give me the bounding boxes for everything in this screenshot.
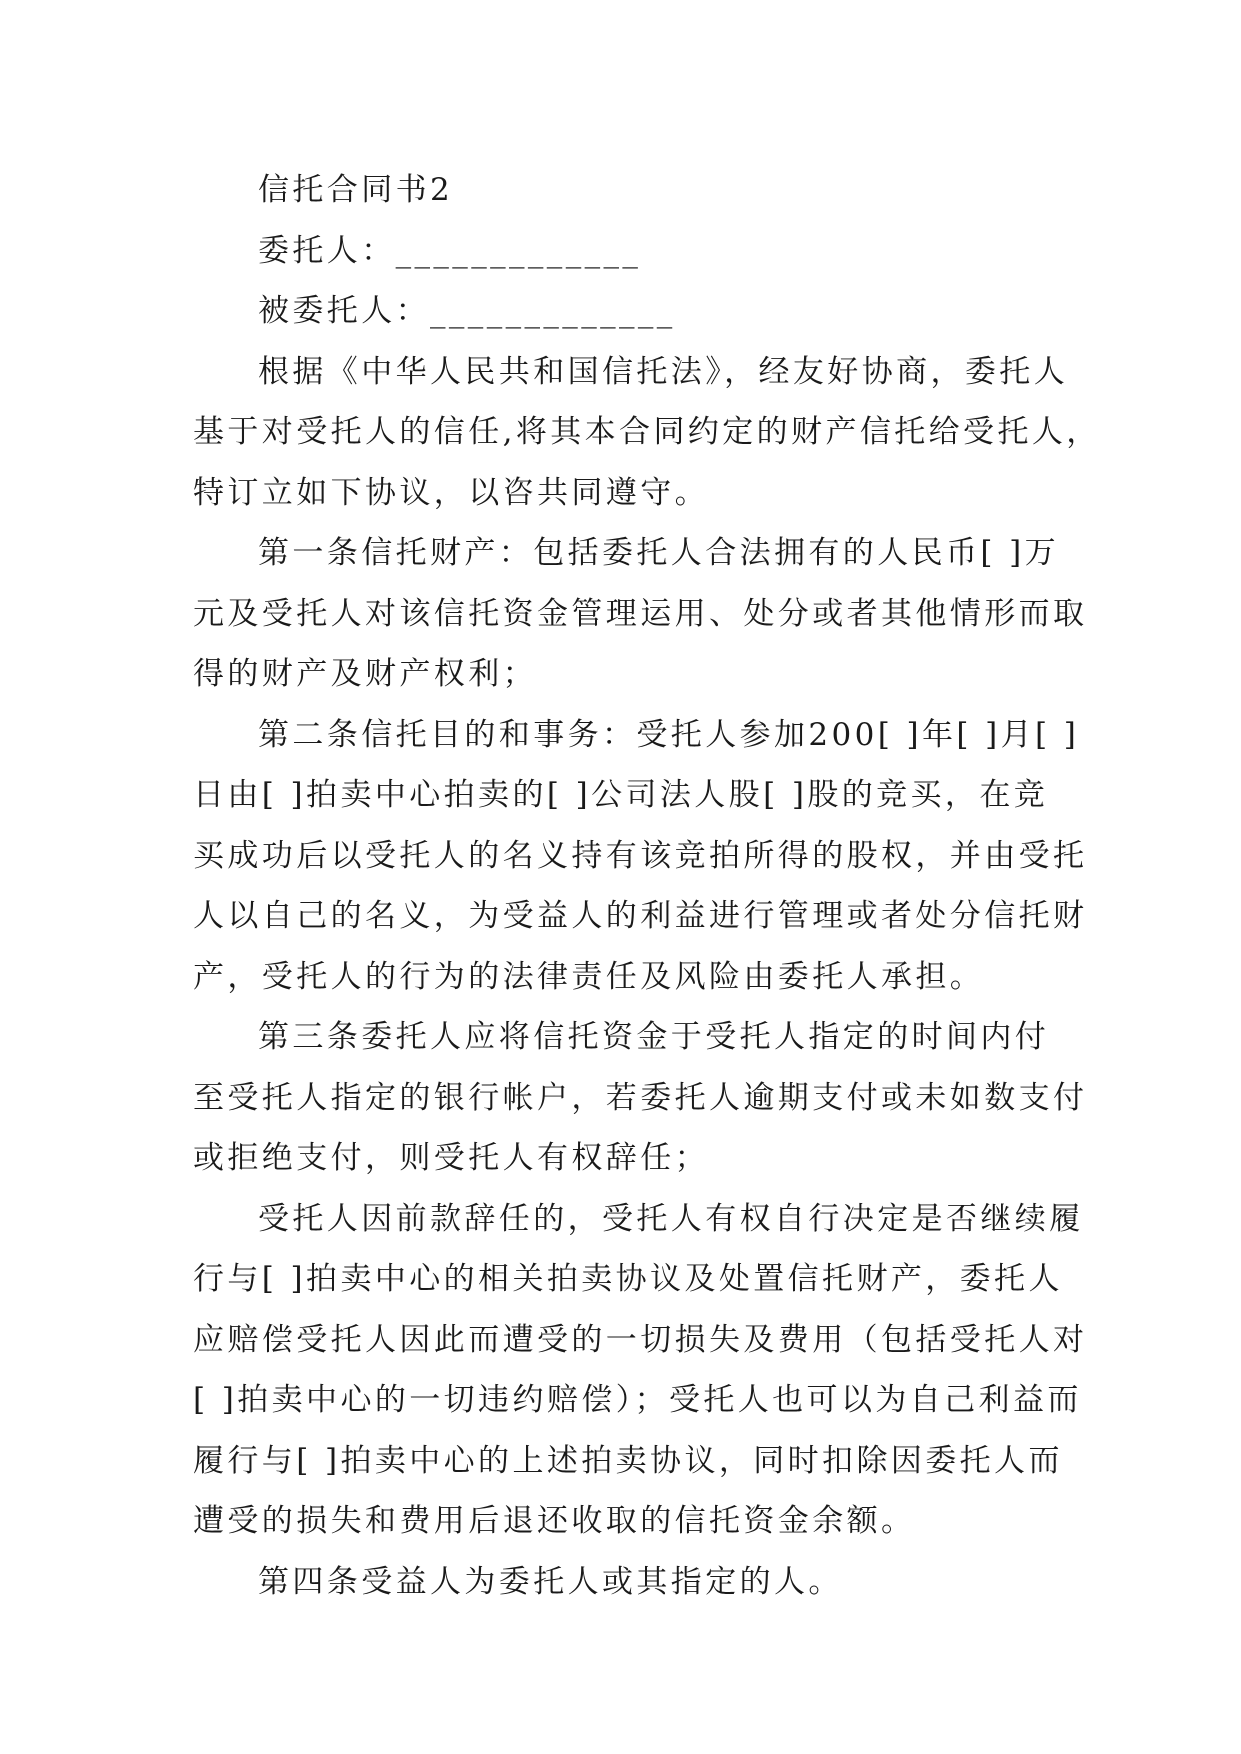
article-3-line: 第三条委托人应将信托资金于受托人指定的时间内付	[258, 1019, 1050, 1055]
paragraph-line: 买成功后以受托人的名义持有该竞拍所得的股权，并由受托	[193, 837, 1088, 874]
paragraph-line: 根据《中华人民共和国信托法》，经友好协商，委托人	[258, 353, 1069, 390]
paragraph-line: 或拒绝支付，则受托人有权辞任；	[193, 1140, 709, 1176]
paragraph-line: 得的财产及财产权利；	[193, 656, 537, 692]
paragraph-line: 元及受托人对该信托资金管理运用、处分或者其他情形而取	[193, 595, 1088, 632]
article-1-line: 第一条信托财产：包括委托人合法拥有的人民币[ ]万	[258, 535, 1060, 571]
paragraph-line: 基于对受托人的信任,将其本合同约定的财产信托给受托人，	[193, 414, 1101, 450]
paragraph-line: 受托人因前款辞任的，受托人有权自行决定是否继续履	[258, 1200, 1084, 1237]
paragraph-line: [ ]拍卖中心的一切违约赔偿）；受托人也可以为自己利益而	[193, 1382, 1082, 1418]
paragraph-line: 遭受的损失和费用后退还收取的信托资金余额。	[193, 1503, 916, 1539]
paragraph-line: 日由[ ]拍卖中心拍卖的[ ]公司法人股[ ]股的竞买，在竞	[193, 777, 1049, 813]
article-4-line: 第四条受益人为委托人或其指定的人。	[258, 1563, 843, 1600]
paragraph-line: 应赔偿受托人因此而遭受的一切损失及费用（包括受托人对	[193, 1321, 1088, 1358]
article-2-line: 第二条信托目的和事务：受托人参加200[ ]年[ ]月[ ]	[258, 716, 1080, 753]
paragraph-line: 履行与[ ]拍卖中心的上述拍卖协议，同时扣除因委托人而	[193, 1442, 1063, 1479]
client-field-line: 委托人：_____________	[258, 232, 642, 269]
paragraph-line: 特订立如下协议，以咨共同遵守。	[193, 474, 709, 511]
paragraph-line: 至受托人指定的银行帐户，若委托人逾期支付或未如数支付	[193, 1079, 1088, 1116]
paragraph-line: 行与[ ]拍卖中心的相关拍卖协议及处置信托财产，委托人	[193, 1261, 1063, 1297]
trustee-field-line: 被委托人：_____________	[258, 293, 676, 329]
document-title: 信托合同书2	[258, 172, 454, 208]
paragraph-line: 人以自己的名义，为受益人的利益进行管理或者处分信托财	[193, 898, 1088, 934]
paragraph-line: 产，受托人的行为的法律责任及风险由委托人承担。	[193, 958, 985, 995]
document-body	[193, 160, 1101, 1612]
